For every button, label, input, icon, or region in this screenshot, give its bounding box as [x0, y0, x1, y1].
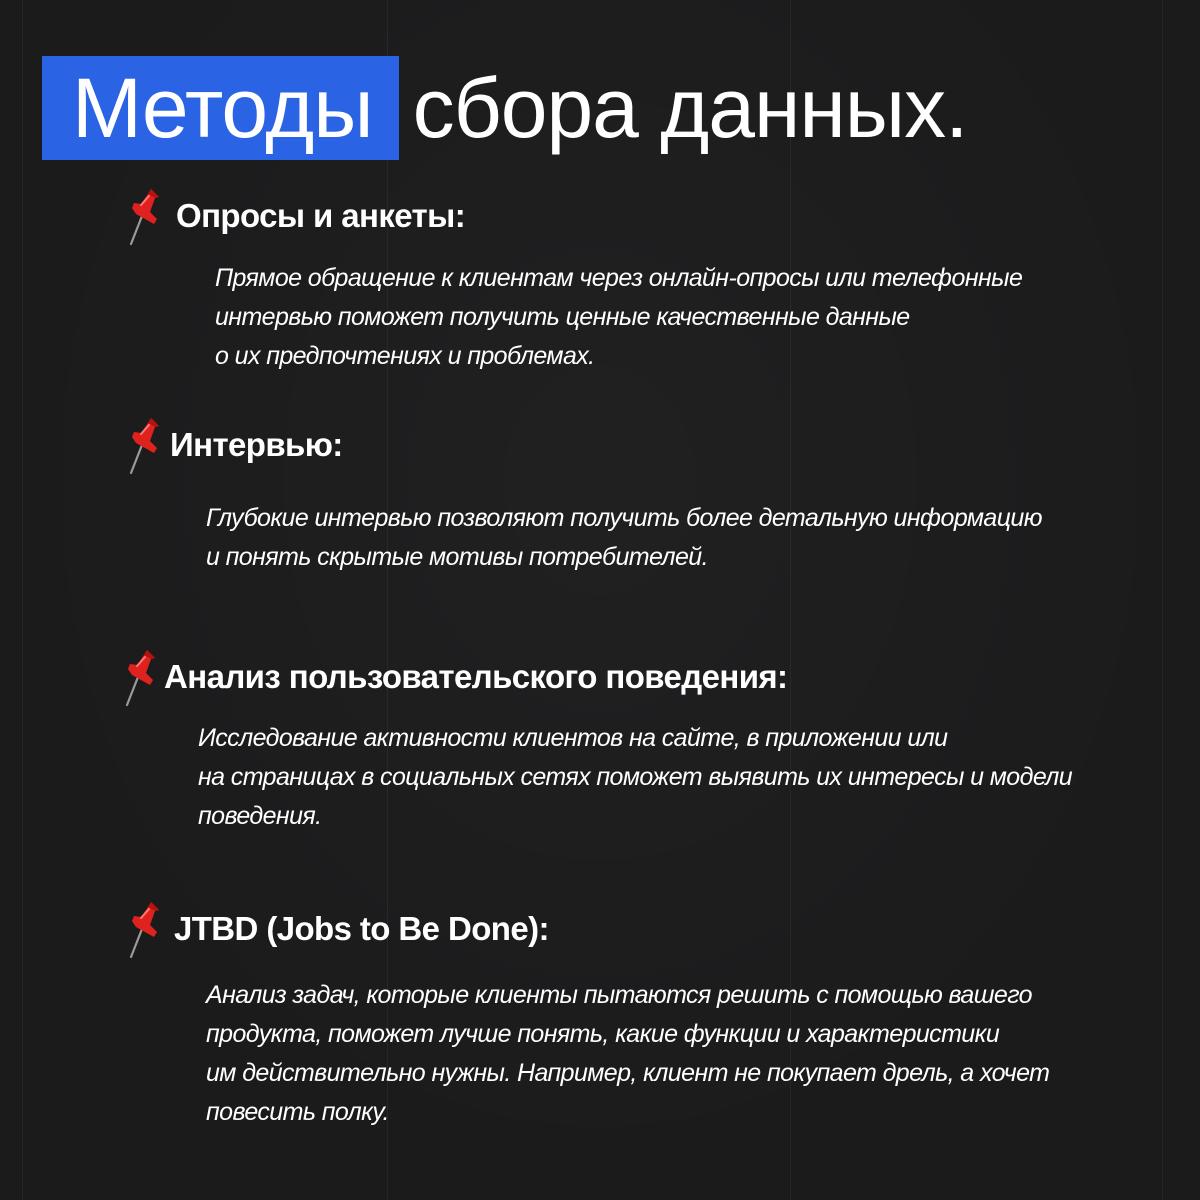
- section-heading-text: Анализ пользовательского поведения:: [164, 658, 788, 695]
- description-line: Прямое обращение к клиентам через онлайн-опросы или телефонные: [215, 264, 1023, 292]
- description-line: Анализ задач, которые клиенты пытаются решить с помощью вашего: [206, 981, 1032, 1009]
- page-title-rest: сбора данных.: [412, 61, 968, 155]
- description-line: о их предпочтениях и проблемах.: [215, 342, 595, 370]
- description-line: повесить полку.: [206, 1098, 389, 1126]
- section-heading-text: JTBD (Jobs to Be Done):: [174, 910, 549, 947]
- section-description-jtbd: [206, 976, 1049, 1132]
- pushpin-icon: [124, 415, 164, 475]
- page-title: [42, 56, 967, 160]
- section-heading-jtbd: [124, 899, 549, 959]
- section-heading-surveys: [124, 186, 465, 246]
- description-line: поведения.: [198, 802, 322, 830]
- background-divider: [22, 0, 23, 1200]
- description-line: Исследование активности клиентов на сайте, в приложении или: [198, 724, 948, 752]
- section-heading-text: Интервью:: [170, 426, 343, 463]
- section-description-behavior: [198, 719, 1072, 836]
- section-heading-behavior: [120, 647, 787, 707]
- section-heading-text: Опросы и анкеты:: [176, 197, 466, 234]
- description-line: им действительно нужны. Например, клиент не покупает дрель, а хочет: [206, 1059, 1050, 1087]
- pushpin-icon: [124, 899, 164, 959]
- description-line: продукта, поможет лучше понять, какие функции и характеристики: [206, 1020, 1000, 1048]
- pushpin-icon: [124, 186, 164, 246]
- section-description-interviews: [206, 499, 1042, 577]
- description-line: Глубокие интервью позволяют получить более детальную информацию: [206, 504, 1042, 532]
- section-heading-interviews: [124, 415, 343, 475]
- page-title-highlight: Методы: [42, 56, 399, 160]
- description-line: интервью поможет получить ценные качественные данные: [215, 303, 910, 331]
- description-line: на страницах в социальных сетях поможет выявить их интересы и модели: [198, 763, 1073, 791]
- pushpin-icon: [120, 647, 160, 707]
- background-divider: [1162, 0, 1163, 1200]
- description-line: и понять скрытые мотивы потребителей.: [206, 543, 708, 571]
- section-description-surveys: [215, 259, 1022, 376]
